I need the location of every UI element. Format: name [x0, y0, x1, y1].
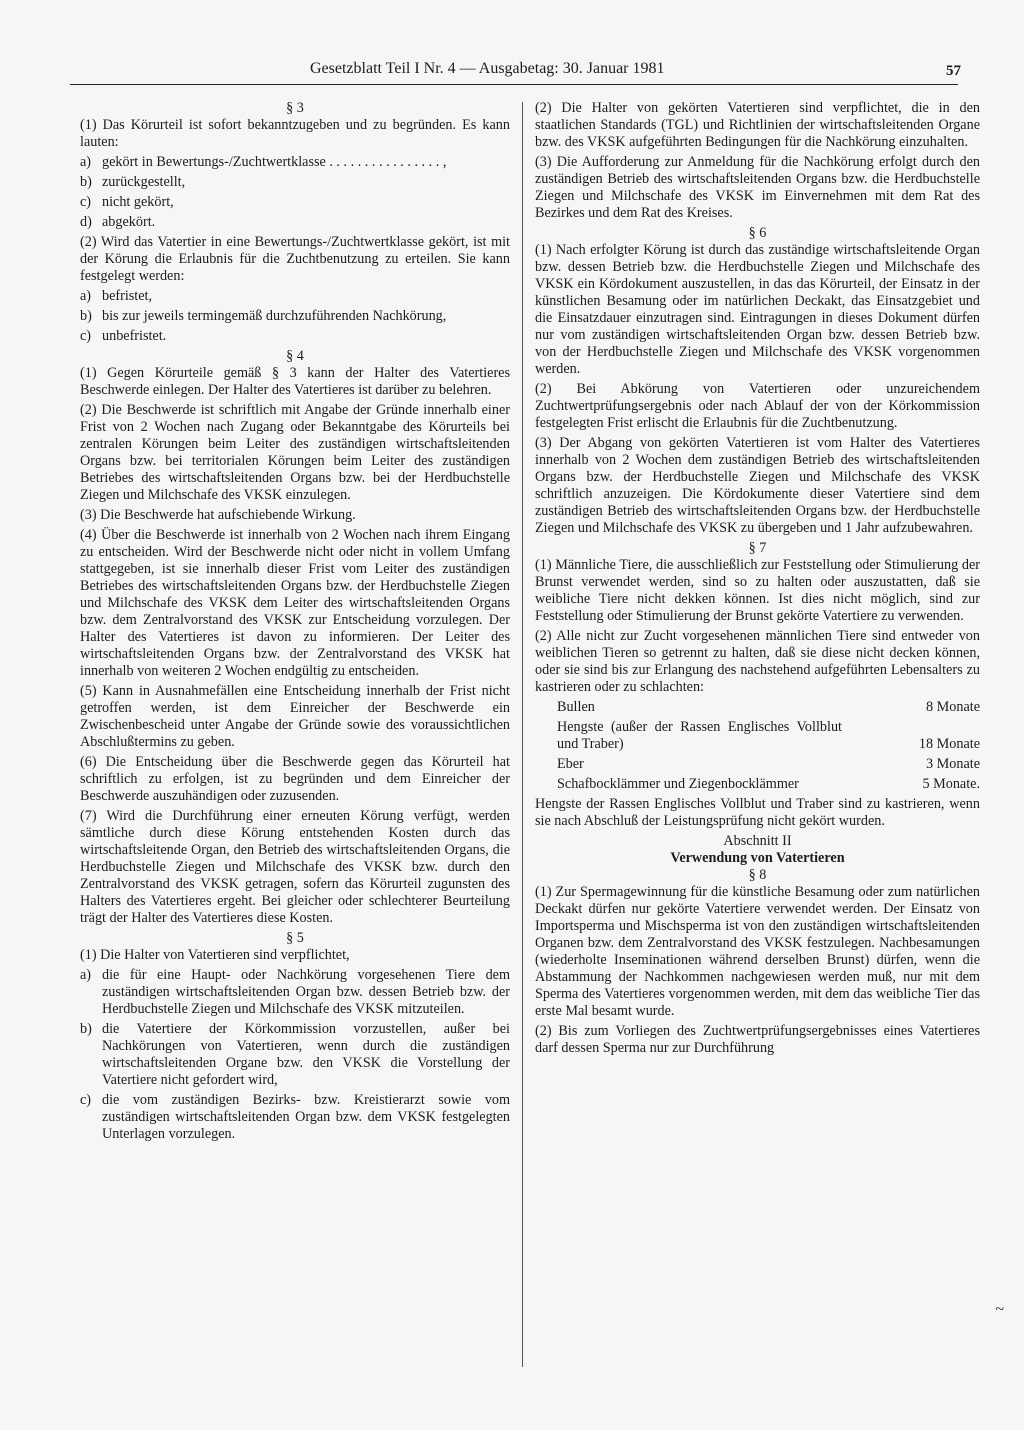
list-item: [80, 288, 510, 305]
s5-list: [80, 967, 510, 1143]
abschnitt-title: Verwendung von Vatertieren: [670, 850, 845, 866]
list-label: c): [80, 194, 92, 210]
list-text: die vom zuständigen Bezirks- bzw. Kreistierarzt sowie vom zuständigen wirtschaftsleitenden Organ bzw. dem VKSK festgelegten Unterlagen vorzulegen.: [102, 1092, 510, 1142]
s7-paragraph-3: Hengste der Rassen Englisches Vollblut und Traber sind zu kastrieren, wenn sie nach Abschluß der Leistungsprüfung nicht gekört wurden.: [535, 796, 980, 829]
animal-age: 18 Monate: [918, 736, 980, 752]
s3-list-2: [80, 288, 510, 345]
s5-paragraph-2: (2) Die Halter von gekörten Vatertieren sind verpflichtet, die in den staatlichen Standards (TGL) und Richtlinien der wirtschaftsleitenden Organe bzw. des VKSK aufgeführten Bedingungen für die Nachkörung einzuhalten.: [535, 100, 980, 150]
s4-paragraph-1: (1) Gegen Körurteile gemäß § 3 kann der Halter des Vatertieres Beschwerde einlegen. Der Halter des Vatertieres ist darüber zu belehren.: [80, 365, 510, 398]
list-text: unbefristet.: [102, 328, 167, 344]
list-label: a): [80, 967, 92, 983]
column-divider: [522, 102, 523, 1367]
animal-name: Hengste (außer der Rassen Englisches Vollblut und Traber): [557, 719, 842, 752]
animal-age: 5 Monate.: [922, 776, 980, 792]
age-row: [535, 776, 980, 793]
page-header: [70, 58, 961, 85]
left-column: [80, 100, 510, 1146]
list-item: [80, 328, 510, 345]
animal-age: 3 Monate: [926, 756, 980, 772]
list-text: gekört in Bewertungs-/Zuchtwertklasse . . . . . . . . . . . . . . . . ,: [102, 154, 447, 170]
list-text: nicht gekört,: [102, 194, 174, 210]
section-6-heading: § 6: [748, 225, 767, 241]
age-row: [535, 699, 980, 716]
margin-mark: ~: [995, 1301, 1004, 1318]
list-item: [80, 1021, 510, 1089]
right-column: [535, 100, 980, 1060]
page-number: 57: [946, 63, 961, 79]
age-row: [535, 719, 980, 753]
abschnitt-label: Abschnitt II: [723, 833, 792, 849]
list-item: [80, 967, 510, 1018]
s5-paragraph-1: (1) Die Halter von Vatertieren sind verpflichtet,: [80, 947, 350, 963]
list-item: [80, 308, 510, 325]
s4-paragraph-6: (6) Die Entscheidung über die Beschwerde gegen das Körurteil hat schriftlich zu erfolgen, ist zu begründen und dem Einreicher der Beschwerde auszuhändigen oder zuzusenden.: [80, 754, 510, 804]
s4-paragraph-4: (4) Über die Beschwerde ist innerhalb von 2 Wochen nach ihrem Eingang zu entscheiden. Wird der Beschwerde nicht oder nicht in vollem Umfang stattgegeben, ist sie innerhalb dieser Frist vom Leiter des zuständigen Betriebes des wirtschaftsleitenden Organs bzw. der Herdbuchstelle Ziegen und Milchschafe des VKSK dem Leiter des wirtschaftsleitenden Organs bzw. dem Zentralvorstand des VKSK zur Entscheidung vorzulegen. Der Halter des Vatertieres ist davon zu informieren. Der Leiter des wirtschaftsleitenden Organs bzw. der Zentralvorstand des VKSK hat innerhalb von weiteren 2 Wochen endgültig zu entscheiden.: [80, 527, 510, 679]
s8-paragraph-2: (2) Bis zum Vorliegen des Zuchtwertprüfungsergebnisses eines Vatertieres darf dessen Sperma nur zur Durchführung: [535, 1023, 980, 1056]
list-item: [80, 154, 510, 171]
list-text: abgekört.: [102, 214, 156, 230]
s4-paragraph-3: (3) Die Beschwerde hat aufschiebende Wirkung.: [80, 507, 356, 523]
s7-paragraph-1: (1) Männliche Tiere, die ausschließlich zur Feststellung oder Stimulierung der Brunst verwendet werden, sind so zu halten oder auszustatten, daß sie weibliche Tiere nicht dekken können. Ist dies nicht möglich, sind zur Feststellung oder Stimulierung der Brunst gekörte Vatertiere zu verwenden.: [535, 557, 980, 624]
s6-paragraph-1: (1) Nach erfolgter Körung ist durch das zuständige wirtschaftsleitende Organ bzw. dessen Betrieb bzw. die Herdbuchstelle Ziegen und Milchschafe des VKSK ein Kördokument auszustellen, in das das Körurteil, der Einsatz in der künstlichen Besamung oder im natürlichen Deckakt, das Einsatzgebiet und die Einsatzdauer einzutragen sind. Eintragungen in dieses Dokument dürfen nur vom zuständigen wirtschaftsleitenden Organ bzw. dessen Betrieb bzw. von der Herdbuchstelle Ziegen und Milchschafe des VKSK vorgenommen werden.: [535, 242, 980, 377]
s3-paragraph-2: (2) Wird das Vatertier in eine Bewertungs-/Zuchtwertklasse gekört, ist mit der Körung die Erlaubnis für die Zuchtbenutzung zu erteilen. Sie kann festgelegt werden:: [80, 234, 510, 284]
s4-paragraph-5: (5) Kann in Ausnahmefällen eine Entscheidung innerhalb der Frist nicht getroffen werden, ist dem Einreicher der Beschwerde ein Zwischenbescheid unter Angabe der Gründe sowie des voraussichtlichen Abschlußtermins zu geben.: [80, 683, 510, 750]
list-label: b): [80, 1021, 92, 1037]
s6-paragraph-2: (2) Bei Abkörung von Vatertieren oder unzureichendem Zuchtwertprüfungsergebnis oder nach Ablauf der von der Körkommission festgelegten Frist erlischt die Erlaubnis für die Zuchtbenutzung.: [535, 381, 980, 431]
s5-paragraph-3: (3) Die Aufforderung zur Anmeldung für die Nachkörung erfolgt durch den zuständigen Betrieb des wirtschaftsleitenden Organs bzw. die Herdbuchstelle Ziegen und Milchschafe des VKSK im Einvernehmen mit dem Rat des Bezirkes und dem Rat des Kreises.: [535, 154, 980, 221]
list-item: [80, 194, 510, 211]
s8-paragraph-1: (1) Zur Spermagewinnung für die künstliche Besamung oder zum natürlichen Deckakt dürfen nur gekörte Vatertiere verwendet werden. Der Einsatz von Importsperma und Mischsperma ist von den zuständigen wirtschaftsleitenden Organen bzw. dem Zentralvorstand des VKSK festzulegen. Nachbesamungen (wiederholte Inseminationen während derselben Brunst) dürfen, wenn die Abstammung der Nachkommen nachgewiesen werden muß, nur mit dem Sperma des Vatertieres vorgenommen werden, mit dem das weibliche Tier das erste Mal besamt wurde.: [535, 884, 980, 1019]
animal-age: 8 Monate: [926, 699, 980, 715]
section-8-heading: § 8: [748, 867, 767, 883]
list-text: bis zur jeweils termingemäß durchzuführenden Nachkörung,: [102, 308, 447, 324]
list-text: die Vatertiere der Körkommission vorzustellen, außer bei Nachkörungen von Vatertieren, wenn durch die zuständigen wirtschaftsleitenden Organe bzw. den VKSK die Vorstellung der Vatertiere nicht gefordert wird,: [102, 1021, 510, 1088]
list-label: c): [80, 328, 92, 344]
castration-age-table: [535, 699, 980, 793]
list-item: [80, 1092, 510, 1143]
s3-paragraph-1: (1) Das Körurteil ist sofort bekanntzugeben und zu begründen. Es kann lauten:: [80, 117, 510, 150]
list-label: b): [80, 308, 92, 324]
section-4-heading: § 4: [286, 348, 304, 364]
section-7-heading: § 7: [748, 540, 767, 556]
s7-paragraph-2: (2) Alle nicht zur Zucht vorgesehenen männlichen Tiere sind entweder von weiblichen Tieren so getrennt zu halten, daß sie diese nicht decken können, oder sie sind bis zur Erlangung des nachstehend aufgeführten Lebensalters zu kastrieren oder zu schlachten:: [535, 628, 980, 695]
list-label: d): [80, 214, 92, 230]
list-item: [80, 174, 510, 191]
list-label: a): [80, 154, 92, 170]
list-text: zurückgestellt,: [102, 174, 186, 190]
section-3-heading: § 3: [286, 100, 304, 116]
age-row: [535, 756, 980, 773]
list-label: b): [80, 174, 92, 190]
s6-paragraph-3: (3) Der Abgang von gekörten Vatertieren ist vom Halter des Vatertieres innerhalb von 2 Wochen dem zuständigen Betrieb des wirtschaftsleitenden Organs bzw. der Herdbuchstelle Ziegen und Milchschafe des VKSK schriftlich anzuzeigen. Die Kördokumente dieser Vatertiere sind dem zuständigen Betrieb des wirtschaftsleitenden Organs bzw. der Herdbuchstelle Ziegen und Milchschafe des VKSK zu übergeben und 1 Jahr aufzubewahren.: [535, 435, 980, 536]
animal-name: Eber: [557, 756, 584, 772]
list-label: c): [80, 1092, 92, 1108]
animal-name: Schafbocklämmer und Ziegenbocklämmer: [557, 776, 799, 792]
s4-paragraph-2: (2) Die Beschwerde ist schriftlich mit Angabe der Gründe innerhalb einer Frist von 2 Wochen nach Zugang oder Bekanntgabe des Körurteils bei zentralen Körungen beim Leiter des zuständigen wirtschaftsleitenden Organs bzw. bei territorialen Körungen beim Leiter des zuständigen Betriebes des wirtschaftsleitenden Organs bzw. bei der Herdbuchstelle Ziegen und Milchschafe des VKSK einzulegen.: [80, 402, 510, 503]
header-title: Gesetzblatt Teil I Nr. 4 — Ausgabetag: 30. Januar 1981: [310, 60, 665, 77]
list-label: a): [80, 288, 92, 304]
s3-list-1: [80, 154, 510, 231]
s4-paragraph-7: (7) Wird die Durchführung einer erneuten Körung verfügt, werden sämtliche durch diese Körung entstehenden Kosten durch das wirtschaftsleitende Organ, den Betrieb des wirtschaftsleitenden Organs, die Herdbuchstelle Ziegen und Milchschafe des VKSK bzw. durch den Zentralvorstand des VKSK getragen, sofern das Körurteil zugunsten des Halters des Vatertieres ergeht. Bei gleicher oder schlechterer Beurteilung trägt der Halter des Vatertieres diese Kosten.: [80, 808, 510, 926]
animal-name: Bullen: [557, 699, 595, 715]
list-item: [80, 214, 510, 231]
list-text: die für eine Haupt- oder Nachkörung vorgesehenen Tiere dem zuständigen wirtschaftsleitenden Organ bzw. dessen Betrieb bzw. der Herdbuchstelle Ziegen und Milchschafe des VKSK mitzuteilen.: [102, 967, 510, 1017]
section-5-heading: § 5: [286, 930, 304, 946]
list-text: befristet,: [102, 288, 153, 304]
